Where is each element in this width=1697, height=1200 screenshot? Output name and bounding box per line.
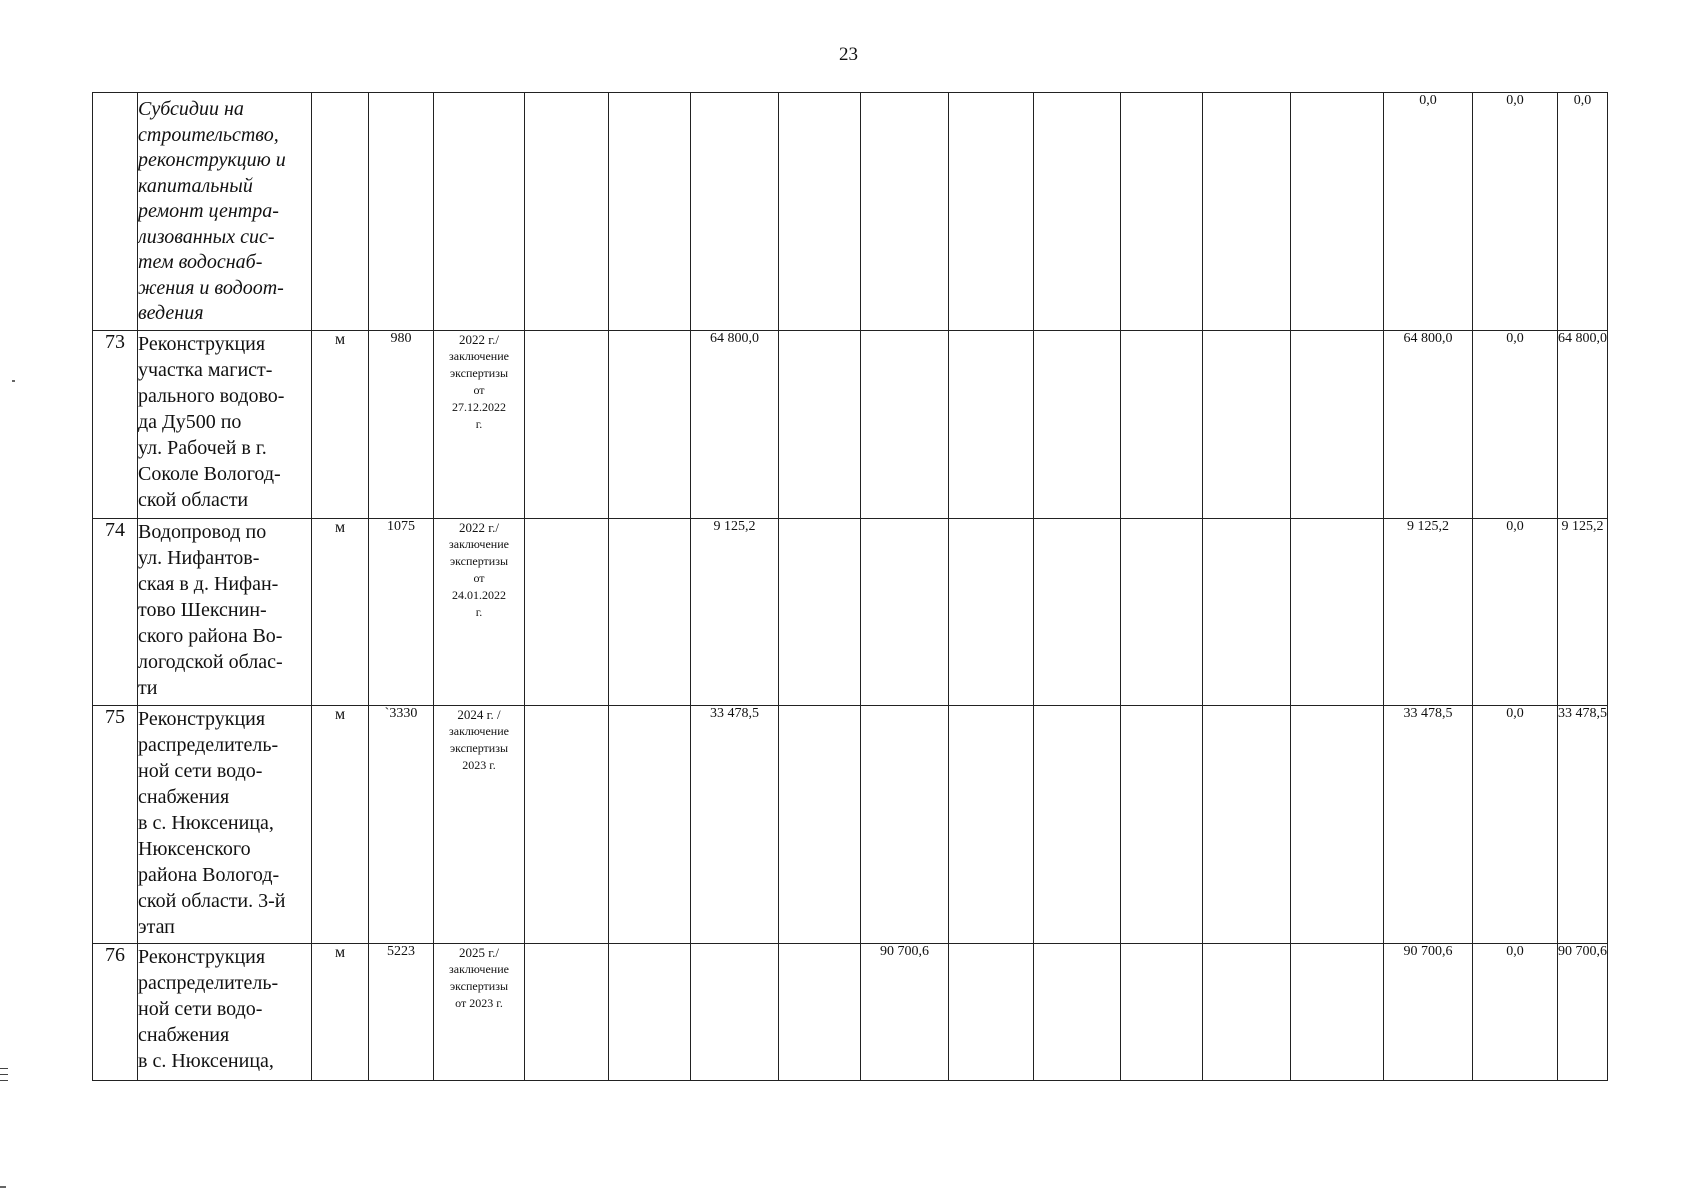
object-name-line: в с. Нюксеница, [138,1050,274,1072]
value-cell [1291,331,1384,519]
object-name [138,93,312,331]
value-cell [691,944,779,1081]
object-name-line: строительство, [138,123,279,146]
value-cell: 90 700,6 [1384,944,1473,1081]
term-line: г. [475,605,483,619]
value-cell [525,519,609,706]
object-name-line: тово Шекснин- [138,599,267,621]
scan-speck [12,380,15,382]
object-name-line: распределитель- [138,734,279,756]
object-name-line: тем водоснаб- [138,251,263,273]
value-cell [861,519,949,706]
value-cell [779,944,861,1081]
capacity-cell: `3330 [369,706,434,944]
object-name-line: да Ду500 по [138,411,242,433]
value-cell: 64 800,0 [1384,331,1473,519]
value-cell [525,944,609,1081]
value-cell: 33 478,5 [691,706,779,944]
object-name-line: участка магист- [138,359,273,381]
value-cell [1291,944,1384,1081]
object-name-line: ной сети водо- [138,998,263,1020]
value-cell [1034,706,1121,944]
object-name-line: снабжения [138,786,230,808]
unit-cell: м [312,519,369,706]
value-cell [779,93,861,331]
value-cell: 33 478,5 [1384,706,1473,944]
term-line: от 2023 г. [455,996,503,1010]
value-cell [861,706,949,944]
object-name-line: ной сети водо- [138,760,263,782]
value-cell [609,706,691,944]
row-number: 76 [93,944,138,1081]
object-name-line: ской области. 3-й [138,890,286,912]
table-row [93,519,1608,706]
value-cell [949,93,1034,331]
unit-cell: м [312,331,369,519]
unit-cell [312,93,369,331]
value-cell [949,331,1034,519]
capacity-cell [369,93,434,331]
value-cell: 0,0 [1473,93,1558,331]
value-cell [1034,944,1121,1081]
value-cell: 90 700,6 [861,944,949,1081]
row-number: 73 [93,331,138,519]
table-row [93,706,1608,944]
value-cell [949,519,1034,706]
value-cell: 90 700,6 [1558,944,1608,1081]
value-cell: 0,0 [1473,706,1558,944]
object-name-line: ремонт центра- [138,200,279,222]
object-name-line: лизованных сис- [138,225,275,248]
object-name-line: капитальный [138,174,253,197]
value-cell: 64 800,0 [1558,331,1608,519]
term-line: заключение [449,724,509,738]
object-name-line: ского района Во- [138,625,283,647]
object-name-line: логодской облас- [138,651,283,673]
value-cell [1121,93,1203,331]
object-name [138,944,312,1081]
term-line: заключение [449,962,509,976]
term-cell [434,706,525,944]
term-line: заключение [449,537,509,551]
row-number: 75 [93,706,138,944]
unit-cell: м [312,706,369,944]
value-cell [1203,706,1291,944]
value-cell [1121,519,1203,706]
term-cell [434,944,525,1081]
value-cell [525,706,609,944]
object-name-line: района Вологод- [138,864,280,886]
value-cell [861,331,949,519]
row-number: 74 [93,519,138,706]
row-number [93,93,138,331]
object-name-line: Водопровод по [138,521,267,543]
value-cell: 0,0 [1473,519,1558,706]
object-name-line: ти [138,677,158,699]
value-cell [779,331,861,519]
term-cell [434,331,525,519]
object-name-line: Реконструкция [138,333,266,355]
object-name-line: Реконструкция [138,708,266,730]
object-name-line: Соколе Вологод- [138,463,281,485]
table-row [93,331,1608,519]
term-line: заключение [449,349,509,363]
value-cell [525,93,609,331]
object-name-line: ул. Рабочей в г. [138,437,267,459]
value-cell [691,93,779,331]
page-number: 23 [839,44,858,65]
object-name-line: жения и водоот- [138,276,284,299]
value-cell: 0,0 [1473,331,1558,519]
value-cell [1203,93,1291,331]
value-cell [1121,706,1203,944]
object-name-line: ведения [138,302,204,324]
object-name-line: Реконструкция [138,946,266,968]
value-cell [861,93,949,331]
value-cell [1291,706,1384,944]
term-line: 2022 г./ [459,332,499,347]
object-name-line: распределитель- [138,972,279,994]
value-cell: 64 800,0 [691,331,779,519]
object-name-line: ской области [138,489,249,511]
value-cell [1121,944,1203,1081]
object-name [138,331,312,519]
object-name-line: Нюксенского [138,838,251,860]
value-cell: 0,0 [1384,93,1473,331]
value-cell [1034,519,1121,706]
term-line: экспертизы [449,979,509,993]
object-name-line: Субсидии на [138,98,244,120]
object-name-line: ская в д. Нифан- [138,573,279,595]
table-row [93,93,1608,331]
term-line: 24.01.2022 [452,588,506,602]
unit-cell: м [312,944,369,1081]
value-cell [609,944,691,1081]
term-line: 2022 г./ [459,520,499,535]
value-cell [609,331,691,519]
object-name-line: реконструкцию и [138,149,286,171]
value-cell [779,706,861,944]
capacity-cell: 1075 [369,519,434,706]
capacity-cell: 5223 [369,944,434,1081]
value-cell [779,519,861,706]
term-line: от [473,571,485,585]
value-cell: 0,0 [1473,944,1558,1081]
object-name-line: снабжения [138,1024,230,1046]
term-cell [434,93,525,331]
value-cell [1034,93,1121,331]
term-line: 2025 г./ [459,945,499,960]
value-cell [1291,93,1384,331]
object-name-line: ул. Нифантов- [138,547,260,569]
term-line: 2023 г. [462,758,496,772]
object-name [138,706,312,944]
scan-speck [0,1186,6,1188]
term-line: 2024 г. / [457,707,501,722]
value-cell [1121,331,1203,519]
value-cell [1034,331,1121,519]
value-cell [609,93,691,331]
object-name-line: в с. Нюксеница, [138,812,274,834]
value-cell: 9 125,2 [1384,519,1473,706]
value-cell [949,706,1034,944]
object-name [138,519,312,706]
value-cell: 33 478,5 [1558,706,1608,944]
object-name-line: этап [138,916,175,938]
value-cell: 9 125,2 [1558,519,1608,706]
table-row [93,944,1608,1081]
term-line: экспертизы [449,366,509,380]
term-line: от [473,383,485,397]
object-name-line: рального водово- [138,385,285,407]
value-cell [1203,331,1291,519]
capacity-cell: 980 [369,331,434,519]
value-cell [949,944,1034,1081]
value-cell: 0,0 [1558,93,1608,331]
term-cell [434,519,525,706]
margin-ticks [0,1068,8,1086]
value-cell [1203,944,1291,1081]
value-cell [1203,519,1291,706]
value-cell: 9 125,2 [691,519,779,706]
value-cell [1291,519,1384,706]
budget-table [92,92,1608,1081]
term-line: экспертизы [449,741,509,755]
term-line: г. [475,417,483,431]
term-line: 27.12.2022 [452,400,506,414]
term-line: экспертизы [449,554,509,568]
value-cell [525,331,609,519]
value-cell [609,519,691,706]
